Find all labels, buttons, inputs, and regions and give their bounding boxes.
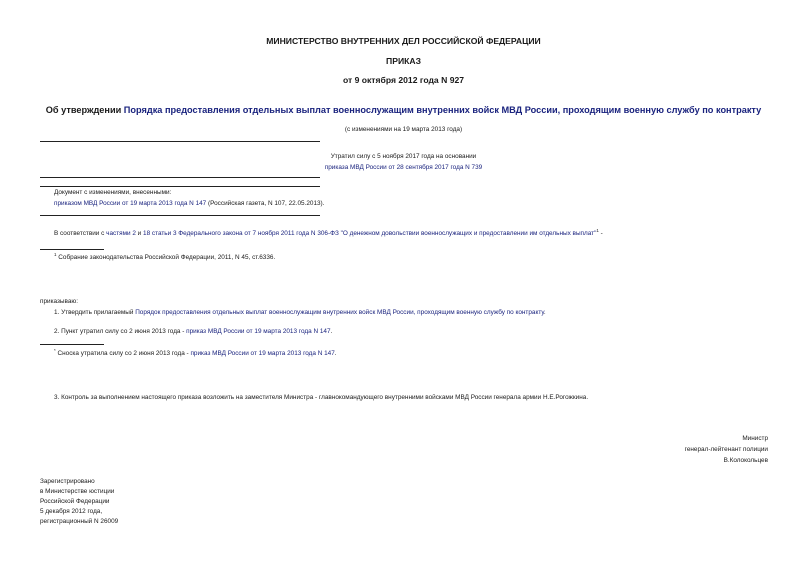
registration-line: Российской Федерации bbox=[40, 498, 110, 505]
footnote-marker: * bbox=[54, 347, 56, 353]
order-item-text: . bbox=[543, 309, 546, 316]
law-link-part2[interactable]: частями 2 bbox=[106, 230, 136, 237]
order-item-text: 1. Утвердить прилагаемый bbox=[54, 309, 136, 316]
doc-title bbox=[0, 105, 807, 115]
changes-intro: Документ с изменениями, внесенными: bbox=[54, 189, 172, 196]
changes-rest: (Российская газета, N 107, 22.05.2013). bbox=[206, 200, 325, 207]
footnote-2 bbox=[54, 347, 337, 358]
signature-rank: генерал-лейтенант полиции bbox=[684, 446, 768, 453]
footnote-1 bbox=[54, 251, 276, 262]
preamble-text: и bbox=[135, 230, 144, 237]
footnote-text: . bbox=[334, 350, 337, 357]
registration-line: 5 декабря 2012 года, bbox=[40, 508, 103, 515]
registration-line: регистрационный N 26009 bbox=[40, 518, 119, 525]
doc-title-link[interactable]: Порядка предоставления отдельных выплат военнослужащим внутренних войск МВД России, проходящим военную службу по контракту bbox=[123, 105, 762, 115]
preamble bbox=[54, 227, 603, 238]
divider bbox=[40, 177, 320, 178]
footnote-ref: 1 bbox=[596, 227, 599, 233]
footnote-marker: 1 bbox=[54, 251, 57, 257]
law-link-article3[interactable]: 18 статьи 3 Федерального закона от 7 ноября 2011 года N 306-ФЗ "О денежном довольствии военнослужащих и предоставлении им отдельных выплат" bbox=[143, 230, 597, 237]
changes-link[interactable]: приказом МВД России от 19 марта 2013 года N 147 bbox=[54, 200, 207, 207]
order-item-3: 3. Контроль за выполнением настоящего приказа возложить на заместителя Министра - главнокомандующего внутренними войсками МВД России генерала армии Н.Е.Рогожкина. bbox=[54, 394, 589, 401]
footnote-divider bbox=[40, 344, 104, 345]
divider bbox=[40, 215, 320, 216]
footnote-divider bbox=[40, 249, 104, 250]
order-147-link[interactable]: приказ МВД России от 19 марта 2013 года N 147 bbox=[190, 350, 335, 357]
registration-line: в Министерстве юстиции bbox=[40, 488, 115, 495]
order-item-1 bbox=[54, 309, 546, 317]
order-147-link[interactable]: приказ МВД России от 19 марта 2013 года N 147 bbox=[186, 328, 331, 335]
preamble-text: - bbox=[598, 230, 603, 237]
ministry-heading: МИНИСТЕРСТВО ВНУТРЕННИХ ДЕЛ РОССИЙСКОЙ ФЕДЕРАЦИИ bbox=[266, 36, 541, 46]
divider bbox=[40, 141, 320, 142]
order-item-text: . bbox=[330, 328, 333, 335]
status-line: Утратил силу с 5 ноября 2017 года на основании bbox=[330, 153, 477, 160]
doc-date-number: от 9 октября 2012 года N 927 bbox=[342, 75, 465, 85]
doc-type-heading: ПРИКАЗ bbox=[386, 56, 421, 66]
registration-line: Зарегистрировано bbox=[40, 478, 95, 485]
divider bbox=[40, 186, 320, 187]
procedure-link[interactable]: Порядок предоставления отдельных выплат военнослужащим внутренних войск МВД России, проходящим военную службу по контракту bbox=[135, 309, 544, 316]
status-link[interactable]: приказа МВД России от 28 сентября 2017 года N 739 bbox=[324, 164, 483, 171]
signature-position: Министр bbox=[742, 435, 768, 442]
order-intro: приказываю: bbox=[40, 298, 78, 305]
changes-line bbox=[54, 200, 324, 208]
signature-name: В.Колокольцев bbox=[723, 457, 768, 464]
footnote-text: Сноска утратила силу со 2 июня 2013 года - bbox=[55, 350, 191, 357]
doc-title-prefix: Об утверждении bbox=[45, 105, 124, 115]
order-item-text: 2. Пункт утратил силу со 2 июня 2013 года - bbox=[54, 328, 187, 335]
order-item-2 bbox=[54, 328, 332, 336]
footnote-text: Собрание законодательства Российской Федерации, 2011, N 45, ст.6336. bbox=[56, 254, 276, 261]
revision-note: (с изменениями на 19 марта 2013 года) bbox=[344, 126, 463, 133]
preamble-text: В соответствии с bbox=[54, 230, 107, 237]
